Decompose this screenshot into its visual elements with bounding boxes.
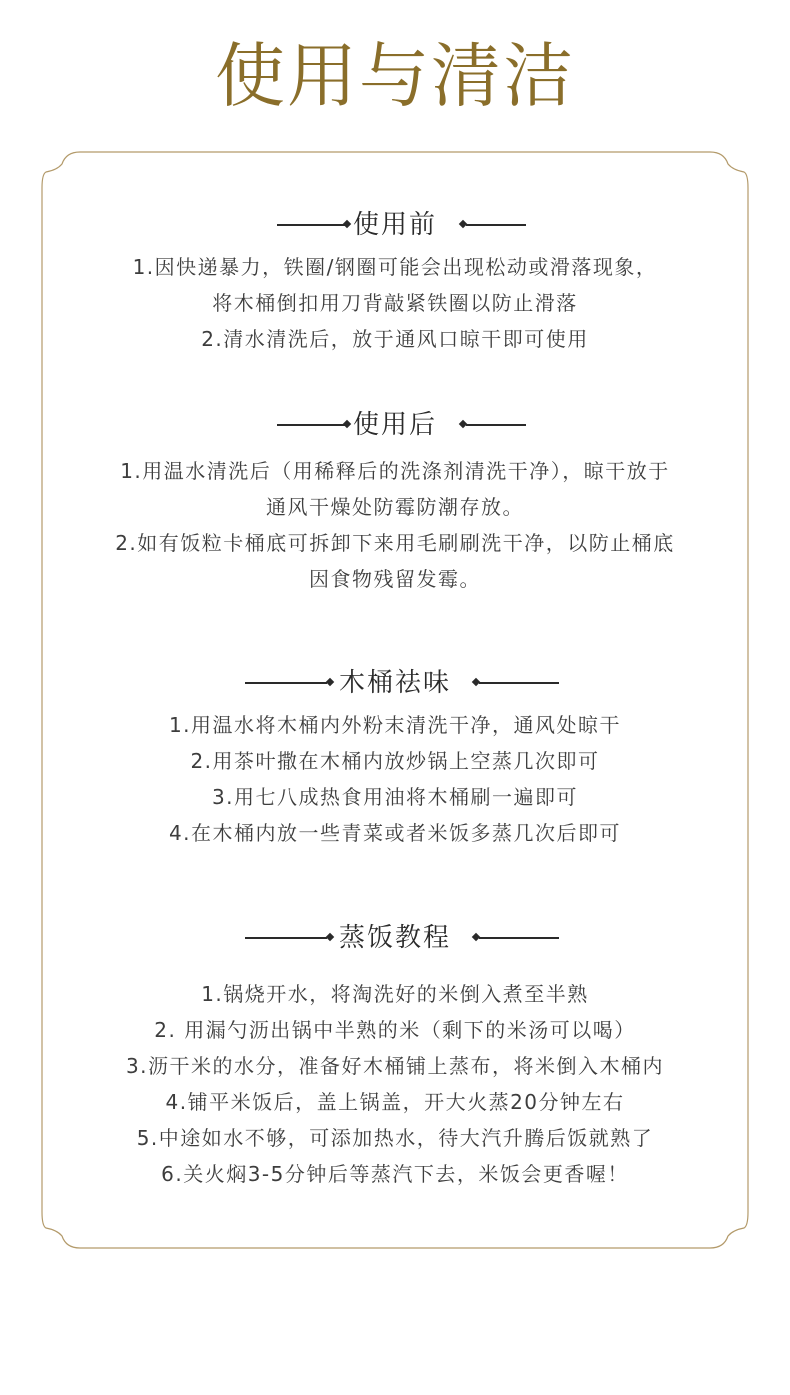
- section-body-after-use: [40, 453, 750, 597]
- body-line: 将木桶倒扣用刀背敲紧铁圈以防止滑落: [212, 291, 578, 315]
- body-line: 2.用茶叶撒在木桶内放炒锅上空蒸几次即可: [190, 749, 600, 773]
- body-line: 通风干燥处防霉防潮存放。: [266, 495, 524, 519]
- body-line: 1.因快递暴力，铁圈/钢圈可能会出现松动或滑落现象，: [132, 255, 658, 279]
- section-title: 使用前: [352, 210, 437, 240]
- body-line: 1.用温水将木桶内外粉末清洗干净，通风处晾干: [168, 713, 622, 737]
- section-heading-after-use: [0, 405, 790, 445]
- body-line: 6.关火焖3-5分钟后等蒸汽下去，米饭会更香喔！: [161, 1162, 629, 1186]
- section-body-deodorize: [40, 707, 750, 851]
- section-heading-deodorize: [0, 663, 790, 703]
- heading-rule-right: [479, 682, 559, 684]
- section-title: 使用后: [352, 410, 437, 440]
- body-line: 因食物残留发霉。: [309, 567, 481, 591]
- section-body-steaming-guide: [40, 976, 750, 1192]
- page-title: 使用与清洁: [215, 35, 575, 117]
- body-line: 2.清水清洗后，放于通风口晾干即可使用: [201, 327, 589, 351]
- section-heading-steaming-guide: [0, 918, 790, 958]
- body-line: 5.中途如水不够，可添加热水，待大汽升腾后饭就熟了: [136, 1126, 654, 1150]
- body-line: 4.铺平米饭后，盖上锅盖，开大火蒸20分钟左右: [165, 1090, 625, 1114]
- section-heading-before-use: [0, 205, 790, 245]
- body-line: 3.沥干米的水分，准备好木桶铺上蒸布，将米倒入木桶内: [125, 1054, 665, 1078]
- section-title: 蒸饭教程: [338, 923, 451, 953]
- section-body-before-use: [40, 249, 750, 357]
- heading-rule-right: [466, 224, 526, 226]
- body-line: 1.用温水清洗后（用稀释后的洗涤剂清洗干净），晾干放于: [120, 459, 670, 483]
- body-line: 2.如有饭粒卡桶底可拆卸下来用毛刷刷洗干净，以防止桶底: [115, 531, 675, 555]
- heading-rule-right: [479, 937, 559, 939]
- body-line: 4.在木桶内放一些青菜或者米饭多蒸几次后即可: [168, 821, 622, 845]
- body-line: 3.用七八成热食用油将木桶刷一遍即可: [211, 785, 579, 809]
- section-title: 木桶祛味: [338, 668, 451, 698]
- body-line: 1.锅烧开水，将淘洗好的米倒入煮至半熟: [201, 982, 589, 1006]
- heading-rule-right: [466, 424, 526, 426]
- body-line: 2. 用漏勺沥出锅中半熟的米（剩下的米汤可以喝）: [154, 1018, 636, 1042]
